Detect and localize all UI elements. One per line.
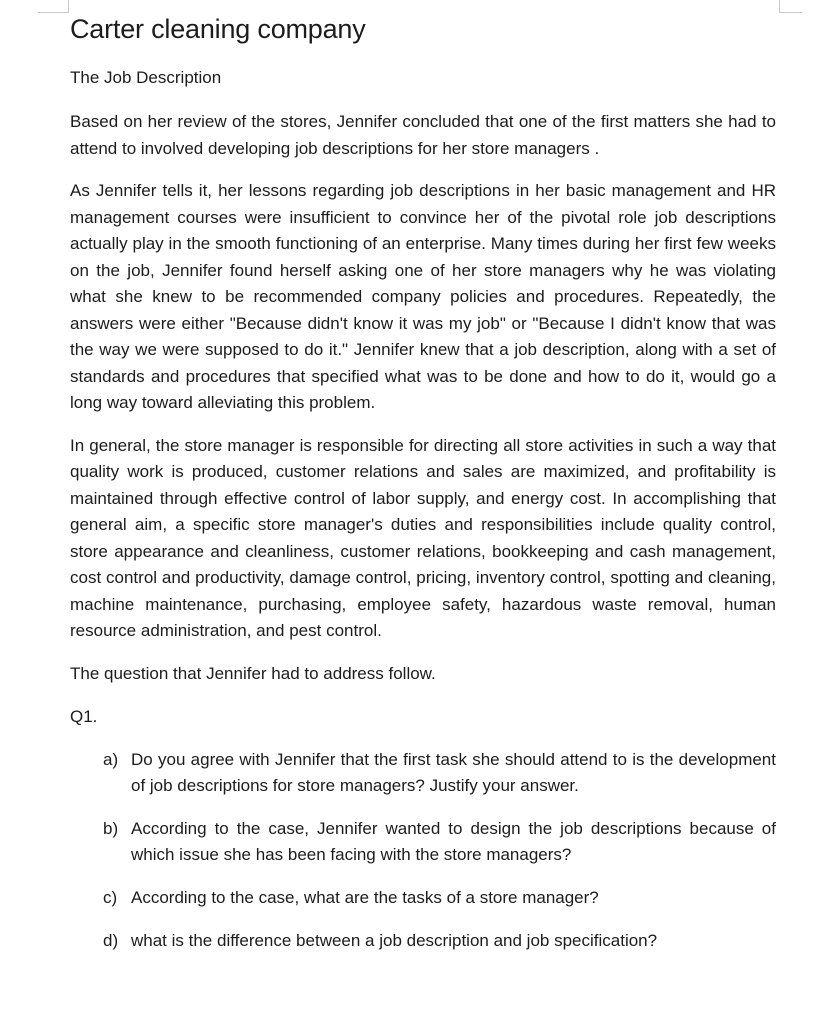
paragraph-store-manager-duties: In general, the store manager is responsible for directing all store activities in such a way that quality work is produced, customer relations and sales are maximized, and profitability is maintained through effective control of labor supply, and energy cost. In accomplishing that general aim, a specific store manager's duties and responsibilities include quality control, store appearance and cleanliness, customer relations, bookkeeping and cash management, cost control and productivity, damage control, pricing, inventory control, spotting and cleaning, machine maintenance, purchasing, employee safety, hazardous waste removal, human resource administration, and pest control. [70,435,776,640]
question-label: Q1. [70,707,98,726]
paragraph-lessons: As Jennifer tells it, her lessons regarding job descriptions in her basic management and HR management courses were insufficient to convince her of the pivotal role job descriptions actually play in the smooth functioning of an enterprise. Many times during her first few weeks on the job, Jennifer found herself asking one of her store managers why he was violating what she knew to be recommended company policies and procedures. Repeatedly, the answers were either "Because didn't know it was my job" or "Because I didn't know that was the way we were supposed to do it." Jennifer knew that a job description, along with a set of standards and procedures that specified what was to be done and how to do it, would go a long way toward alleviating this problem. [70,181,776,412]
question-text: According to the case, what are the tasks of a store manager? [131,888,599,907]
question-item-d [103,928,776,954]
question-letter: b) [103,819,119,838]
question-letter: d) [103,931,119,950]
question-text: According to the case, Jennifer wanted to design the job descriptions because of which issue she has been facing with the store managers? [131,819,776,864]
question-text: what is the difference between a job description and job specification? [131,931,658,950]
paragraph-intro: Based on her review of the stores, Jennifer concluded that one of the first matters she had to attend to involved developing job descriptions for her store managers . [70,112,776,158]
section-subtitle: The Job Description [70,68,222,87]
document-body [70,12,776,971]
page-corner-mark-right [779,0,802,13]
question-text: Do you agree with Jennifer that the first task she should attend to is the development of job descriptions for store managers? Justify your answer. [131,750,776,795]
paragraph-question-intro: The question that Jennifer had to address follow. [70,663,436,683]
question-list [70,747,776,954]
question-letter: a) [103,750,119,769]
question-item-c [103,885,776,911]
document-title: Carter cleaning company [70,14,366,44]
question-item-a [103,747,776,799]
question-item-b [103,816,776,868]
page-corner-mark-left [38,0,69,13]
question-letter: c) [103,888,118,907]
